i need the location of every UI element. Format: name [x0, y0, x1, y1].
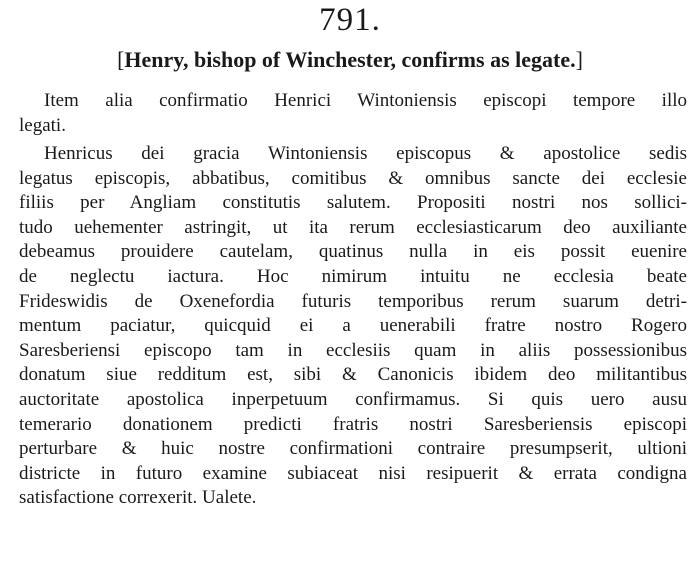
text-line: filiis per Angliam constitutis salutem. Propositi nostri nos sollici-	[19, 192, 687, 214]
text-line: de neglectu iactura. Hoc nimirum intuitu ne ecclesia beate	[19, 265, 687, 287]
text-line: tudo uehementer astringit, ut ita rerum ecclesiasticarum deo auxiliante	[19, 216, 687, 238]
charter-number: 791.	[319, 2, 381, 38]
text-line: debeamus prouidere cautelam, quatinus nulla in eis possit euenire	[19, 241, 687, 263]
heading-open-bracket: [	[117, 47, 125, 72]
text-line: Item alia confirmatio Henrici Wintoniensis episcopi tempore illo	[44, 90, 687, 111]
text-line: Frideswidis de Oxenefordia futuris temporibus rerum suarum detri-	[19, 290, 687, 312]
heading-close-bracket: ]	[575, 47, 583, 72]
text-line: donatum siue redditum est, sibi & Canonicis ibidem deo militantibus	[19, 364, 687, 386]
text-line: satisfactione correxerit. Ualete.	[19, 487, 257, 509]
charter-heading	[0, 46, 700, 74]
text-line: legatus episcopis, abbatibus, comitibus & omnibus sancte dei ecclesie	[19, 167, 687, 189]
charter-paragraph	[19, 142, 687, 511]
text-line: Henricus dei gracia Wintoniensis episcopus & apostolice sedis	[44, 143, 687, 164]
text-line: perturbare & huic nostre confirmationi contraire presumpserit, ultioni	[19, 438, 687, 460]
heading-text: Henry, bishop of Winchester, confirms as legate.	[124, 47, 576, 72]
text-line: legati.	[19, 114, 66, 136]
text-line: temerario donationem predicti fratris nostri Saresberiensis episcopi	[19, 413, 687, 435]
text-line: mentum paciatur, quicquid ei a uenerabili fratre nostro Rogero	[19, 315, 687, 337]
text-line: districte in futuro examine subiaceat nisi resipuerit & errata condigna	[19, 462, 687, 484]
text-line: auctoritate apostolica inperpetuum confirmamus. Si quis uero ausu	[19, 388, 687, 410]
text-line: Saresberiensi episcopo tam in ecclesiis quam in aliis possessionibus	[19, 339, 687, 361]
intro-paragraph	[19, 89, 687, 138]
